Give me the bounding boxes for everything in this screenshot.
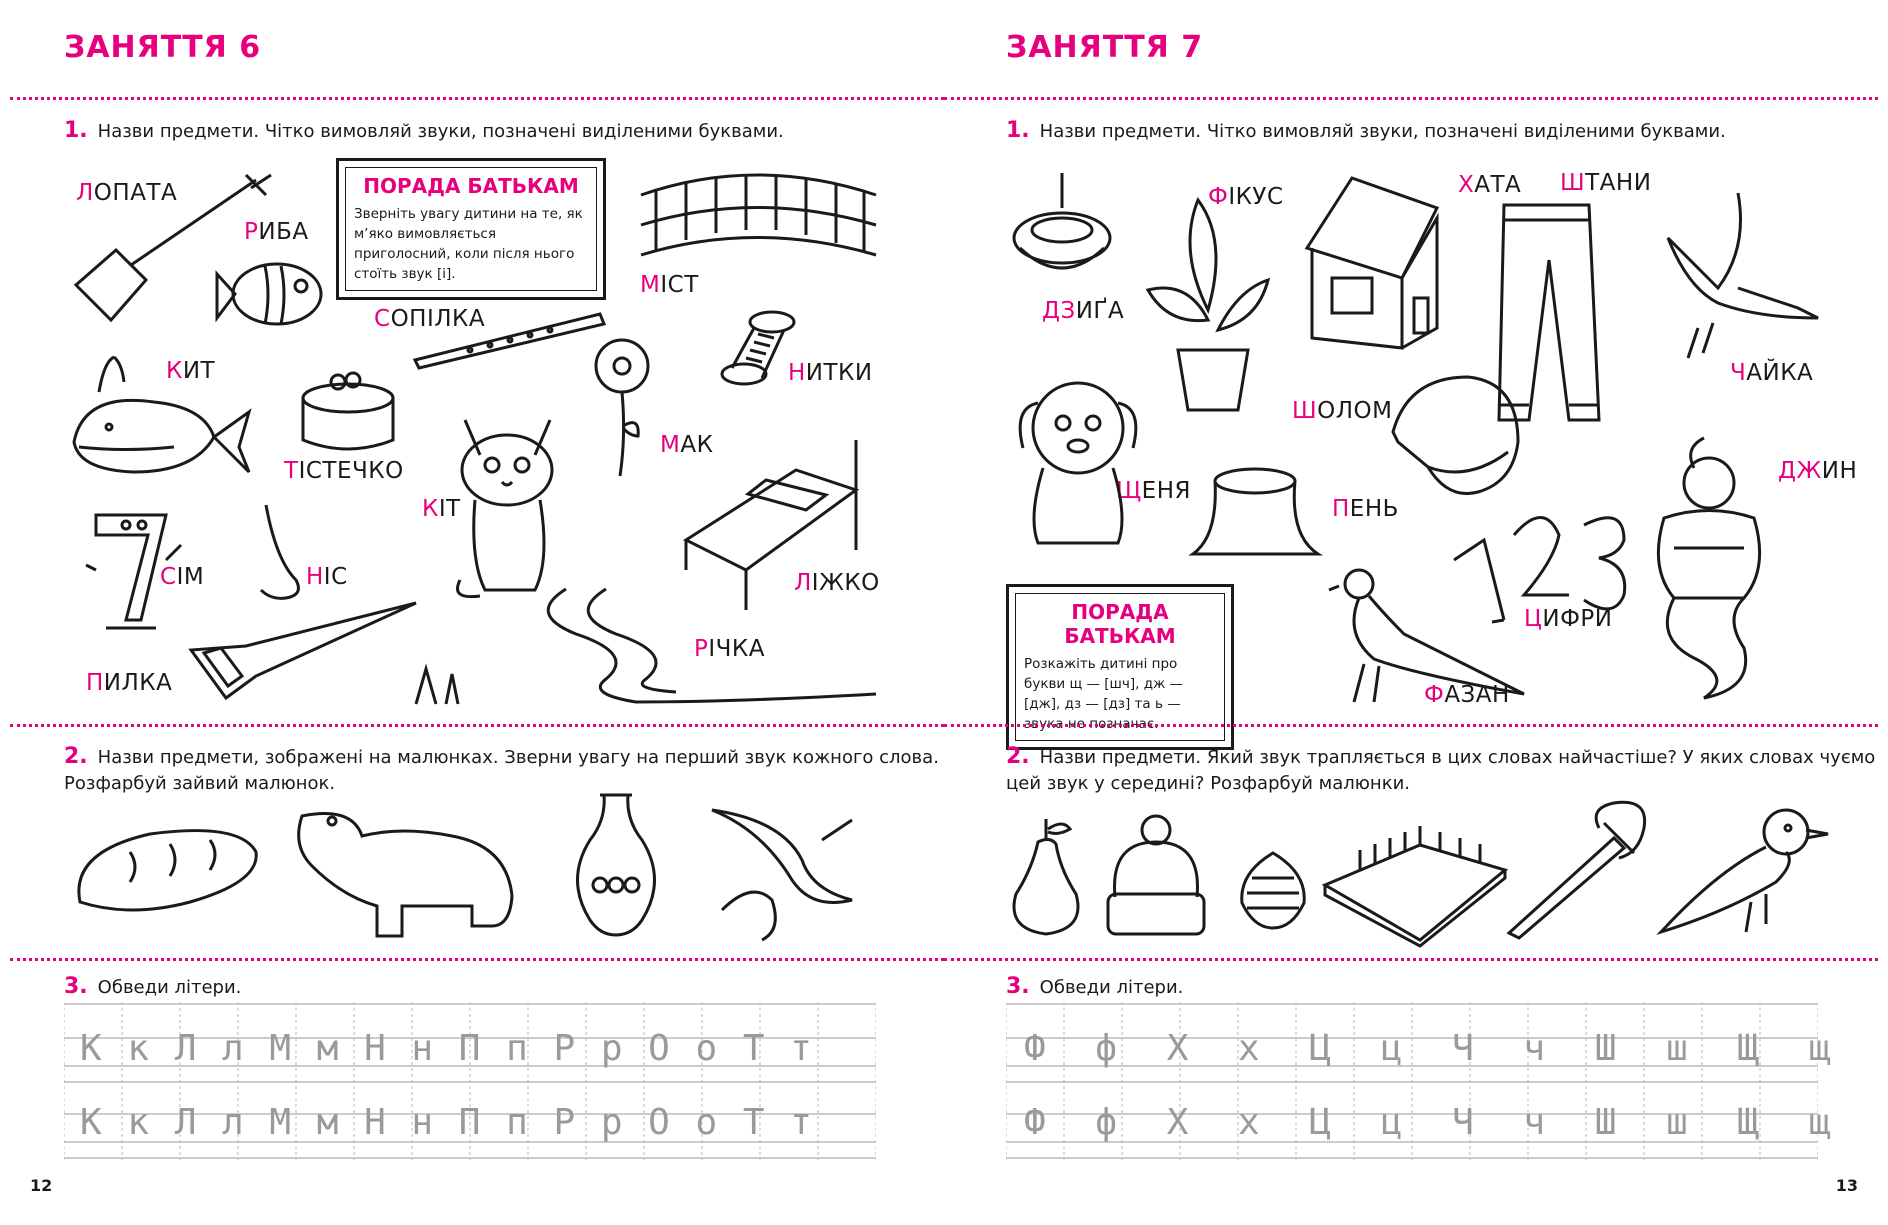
saw-icon (186, 598, 422, 702)
cat-icon (450, 410, 564, 602)
word-mist: МІСТ (640, 272, 699, 298)
nose-icon (256, 500, 306, 604)
task-3: 3. Обведи літери. (64, 974, 242, 999)
word-mak: МАК (660, 432, 714, 458)
flute-icon (410, 306, 606, 370)
bread-icon (70, 822, 262, 918)
task-text: Назви предмети. Чітко вимовляй звуки, позначені виділеними буквами. (97, 121, 784, 142)
word-pylka: ПИЛКА (86, 670, 173, 696)
spinning-top-icon (1010, 168, 1114, 288)
number-seven-icon (86, 510, 184, 638)
genie-icon (1644, 428, 1784, 706)
word-khata: ХАТА (1458, 172, 1522, 198)
hippo-icon (292, 806, 522, 942)
page-number: 12 (30, 1176, 53, 1195)
word-fazan: ФАЗАН (1424, 682, 1510, 708)
task-3: 3. Обведи літери. (1006, 974, 1184, 999)
word-dzhyn: ДЖИН (1778, 458, 1858, 484)
river-icon (406, 584, 882, 708)
task-2: 2. Назви предмети. Який звук трапляється в цих словах найчастіше? У яких словах чуємо цей звук у середині? Розфарбуй малюнки. (1006, 744, 1876, 794)
stump-icon (1188, 466, 1322, 560)
word-fikus: ФІКУС (1208, 184, 1284, 210)
tracing-letters-row-2[interactable]: К к Л л М м Н н П п Р р О о Т т (80, 1102, 814, 1143)
banana-icon (702, 800, 864, 948)
vase-icon (570, 790, 662, 938)
advice-text: Розкажіть дитині про букви щ — [шч], дж — [дж], дз — [дз] та ь — звука не позначає. (1024, 656, 1184, 732)
word-sim: СІМ (160, 564, 205, 590)
word-kyt: КИТ (166, 358, 216, 384)
word-tistechko: ТІСТЕЧКО (284, 458, 404, 484)
pheasant-icon (1324, 564, 1530, 706)
task-1: 1. Назви предмети. Чітко вимовляй звуки, позначені виділеними буквами. (1006, 118, 1726, 143)
house-icon (1302, 168, 1442, 354)
parent-advice-box (336, 158, 606, 300)
word-shchenia: ЩЕНЯ (1116, 478, 1191, 504)
pine-cone-icon (1232, 848, 1314, 932)
task-number: 1. (64, 118, 88, 143)
word-nytky: НИТКИ (788, 360, 873, 386)
word-shtany: ШТАНИ (1560, 170, 1652, 196)
helmet-icon (1388, 372, 1522, 502)
divider (10, 97, 944, 100)
whale-icon (64, 352, 254, 492)
word-lizhko: ЛІЖКО (794, 570, 880, 596)
sword-icon (1504, 798, 1656, 940)
advice-title: ПОРАДА БАТЬКАМ (363, 174, 579, 198)
word-kit: КІТ (422, 496, 461, 522)
page-number: 13 (1835, 1176, 1858, 1195)
bird-icon (1656, 802, 1830, 946)
word-richka: РІЧКА (694, 636, 765, 662)
lesson-title: ЗАНЯТТЯ 6 (64, 30, 262, 65)
lesson-title: ЗАНЯТТЯ 7 (1006, 30, 1204, 65)
task-1 (64, 118, 784, 145)
divider (944, 724, 1878, 727)
tracing-letters-row-2[interactable]: Ф ф Х х Ц ц Ч ч Ш ш Щ щ (1024, 1102, 1845, 1143)
divider (10, 958, 944, 961)
task-2: 2. Назви предмети, зображені на малюнках. Зверни увагу на перший звук кожного слова. Розфарбуй зайвий малюнок. (64, 744, 939, 794)
chessboard-icon (1320, 790, 1510, 946)
thread-spool-icon (722, 308, 798, 390)
advice-text: Зверніть увагу дитини на те, як м’яко вимовляється приголосний, коли після нього стоїть звук [і]. (354, 206, 583, 282)
tracing-letters-row-1[interactable]: Ф ф Х х Ц ц Ч ч Ш ш Щ щ (1024, 1028, 1845, 1069)
word-chaika: ЧАЙКА (1730, 360, 1814, 386)
divider (944, 97, 1878, 100)
advice-title: ПОРАДА БАТЬКАМ (1064, 600, 1176, 648)
word-ryba: РИБА (244, 219, 309, 245)
word-sopilka: СОПІЛКА (374, 306, 486, 332)
ficus-icon (1138, 190, 1272, 414)
right-page (944, 0, 1888, 1225)
hat-icon (1100, 812, 1212, 940)
seagull-icon (1658, 188, 1828, 364)
fish-icon (215, 252, 333, 334)
word-nis: НІС (306, 564, 348, 590)
word-sholom: ШОЛОМ (1292, 398, 1393, 424)
word-dzyga: ДЗИҐА (1042, 298, 1125, 324)
pear-icon (1008, 814, 1084, 938)
tracing-letters-row-1[interactable]: К к Л л М м Н н П п Р р О о Т т (80, 1028, 814, 1069)
word-pen: ПЕНЬ (1332, 496, 1399, 522)
puppy-icon (1008, 368, 1148, 548)
cake-icon (298, 370, 398, 460)
poppy-icon (590, 336, 654, 478)
divider (944, 958, 1878, 961)
divider (10, 724, 944, 727)
word-lopata: ЛОПАТА (76, 180, 178, 206)
bridge-icon (636, 165, 882, 265)
word-tsyfry: ЦИФРИ (1524, 606, 1613, 632)
